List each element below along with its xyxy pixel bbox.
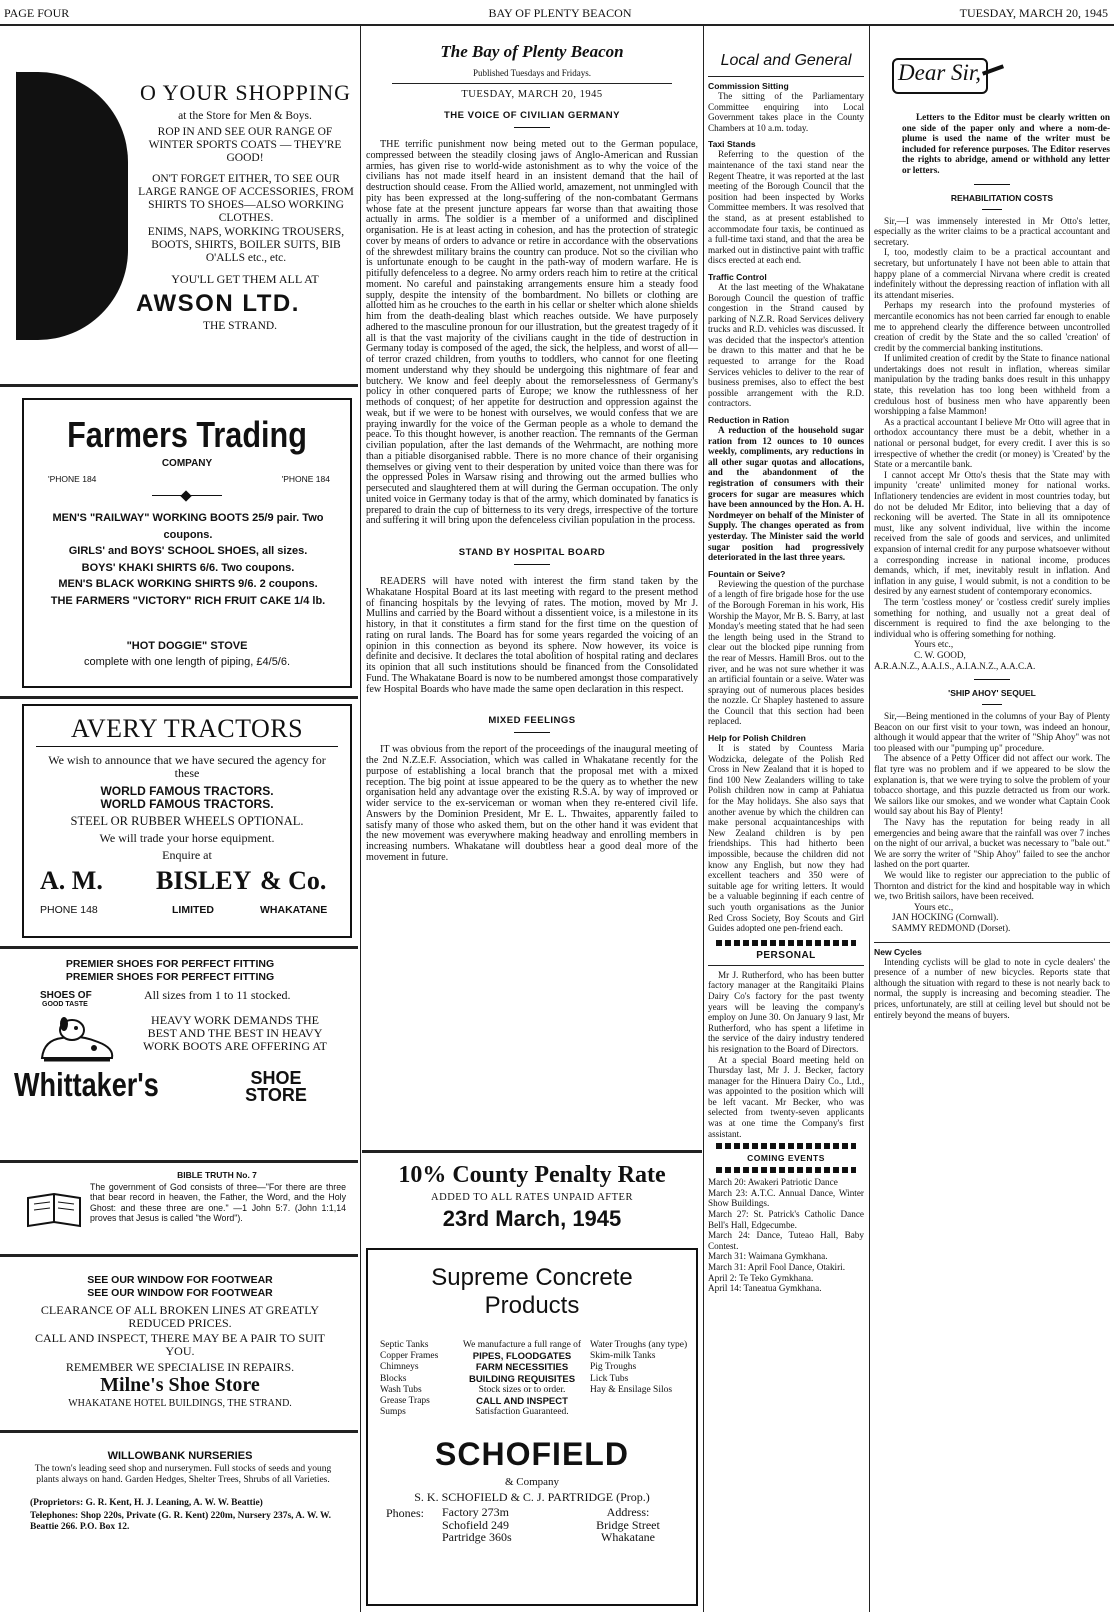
letter2-para: The Navy has the reputation for being ready in all emergencies and being aware that the rainfall was over 7 inches on the night of our arrival, a bucket was necessary to "bale out." We are sorry the writer of "Ship Ahoy" failed to see the anchor lashed on the port quarter. xyxy=(874,817,1110,870)
milne-remember: REMEMBER WE SPECIALISE IN REPAIRS. xyxy=(65,1360,295,1374)
penalty-added: ADDED TO ALL RATES UNPAID AFTER xyxy=(431,1192,633,1203)
column-rule xyxy=(869,26,870,1612)
local-item-text: At the last meeting of the Whakatane Borough Council the question of traffic congestion in the Strand caused by parking of N.Z.R. Road Services delivery trucks and R.D. vehicles was discussed. It was decided that the inspector's attention be drawn to this matter and that he be requested to arrange for the Road Services vehicles to deliver to the rear of business premises, also to effect the best possible arrangement with the R.D. contractors. xyxy=(708,281,864,409)
letter2-sign: JAN HOCKING (Cornwall). xyxy=(892,912,999,923)
letter2-title: 'SHIP AHOY' SEQUEL xyxy=(948,688,1036,699)
local-item-heading: Commission Sitting xyxy=(708,81,789,91)
milne-address: WHAKATANE HOTEL BUILDINGS, THE STRAND. xyxy=(68,1398,292,1409)
dawson-sports: ROP IN AND SEE OUR RANGE OF WINTER SPORTS COATS — THEY'RE GOOD! xyxy=(148,126,342,164)
concrete-schofield: SCHOFIELD xyxy=(435,1436,629,1472)
concrete-item: CALL AND INSPECT xyxy=(476,1396,568,1408)
concrete-address-line: Bridge Street xyxy=(596,1517,660,1532)
concrete-address-line: Whakatane xyxy=(601,1530,655,1544)
concrete-item: Water Troughs (any type) xyxy=(590,1340,688,1350)
milne-call: CALL AND INSPECT, THERE MAY BE A PAIR TO SUIT YOU. xyxy=(34,1331,326,1358)
whittaker-heavy: HEAVY WORK DEMANDS THE BEST AND THE BEST IN HEAVY WORK BOOTS ARE OFFERING AT xyxy=(142,1013,328,1053)
dawson-get-them: YOU'LL GET THEM ALL AT xyxy=(171,272,319,286)
concrete-phone: Partridge 360s xyxy=(442,1530,512,1544)
whittaker-name: Whittaker's xyxy=(14,1066,159,1103)
letter1-para: I, too, modestly claim to be a practical accountant and secretary, but unfortunately I have not been able to attain that happy plane of a commercial Nirvana where credit is created indefinitely without the depressing reaction of inflation with all its attendant miseries. xyxy=(874,247,1110,300)
farmers-item: THE FARMERS "VICTORY" RICH FRUIT CAKE 1/4 lb. xyxy=(50,594,326,607)
local-item-text: Reviewing the question of the purchase of a length of fire brigade hose for the use of the Borough Foreman in his work, His Worship the Mayor, Mr B. S. Barry, at last Monday's meeting stated that he had seen the length being used in the Strand to clear out the blocked pipe running from the rear of Messrs. Hamill Bros. out to the river, and he was not sure whether it was an artificial fountain or a seive. Water was spraying out of numerous places besides the nozzle. Cr Shapley hastened to assure the Council that this section had been replaced. xyxy=(708,578,864,727)
personal-para: At a special Board meeting held on Thursday last, Mr J. J. Becker, factory manager for the Hinuera Dairy Co., Ltd., was appointed to the position which will be left vacant. Mr Becker, who was selected from twenty-seven applicants was at one time the Company's first assistant. xyxy=(708,1054,864,1139)
cycles-text: Intending cyclists will be glad to note in cycle dealers' the presence of a number of new bicycles. Reports state that although the situation with regard to these is not nearly back to normal, the supply is increasing and becoming steadier. The prices, unfortunately, are still at ceiling level but should not be entirely beyond the means of buyers. xyxy=(874,956,1110,1020)
concrete-item: We manufacture a full range of xyxy=(462,1340,582,1350)
dear-sir-text: Dear Sir, xyxy=(898,60,982,85)
concrete-item: FARM NECESSITIES xyxy=(475,1362,569,1374)
letter2-para: Sir,—Being mentioned in the columns of your Bay of Plenty Beacon on our first visit to your town, was indeed an honour, although it would appear that the writer of "Ship Ahoy" was not too pleased with our "pumping up" procedure. xyxy=(874,711,1110,753)
farmers-ad xyxy=(22,398,352,688)
column-rule xyxy=(360,26,361,1612)
concrete-item: Pig Troughs xyxy=(590,1362,637,1373)
ad-rule xyxy=(0,696,358,699)
whittaker-premier: PREMIER SHOES FOR PERFECT FITTING xyxy=(65,958,275,970)
willowbank-ad xyxy=(20,1440,356,1600)
penalty-title: 10% County Penalty Rate xyxy=(398,1162,666,1188)
editorial-column xyxy=(366,30,698,864)
farmers-stove-desc: complete with one length of piping, £4/5/6. xyxy=(83,656,291,668)
personal-title: PERSONAL xyxy=(756,949,816,961)
avery-rule xyxy=(36,746,338,747)
willowbank-text: The town's leading seed shop and nurserymen. Full stocks of seeds and young plants always on hand. Garden Hedges, Shelter Trees, Shrubs of all Varieties. xyxy=(34,1464,332,1485)
avery-steel: STEEL OR RUBBER WHEELS OPTIONAL. xyxy=(70,814,304,828)
penalty-date: 23rd March, 1945 xyxy=(442,1206,622,1231)
concrete-title2: Products xyxy=(484,1292,580,1319)
farmers-company: COMPANY xyxy=(161,458,213,469)
concrete-item: Satisfaction Guaranteed. xyxy=(475,1407,569,1418)
concrete-item: Wash Tubs xyxy=(380,1384,422,1395)
event-item: April 2: Te Teko Gymkhana. xyxy=(708,1272,814,1283)
concrete-item: Septic Tanks xyxy=(380,1340,429,1350)
letters-column xyxy=(874,30,1110,1020)
concrete-item: Hay & Ensilage Silos xyxy=(590,1384,673,1395)
event-item: April 14: Taneatua Gymkhana. xyxy=(708,1283,822,1294)
dawson-address: THE STRAND. xyxy=(202,320,278,332)
concrete-item: PIPES, FLOODGATES xyxy=(472,1351,572,1363)
editorial-heading: STAND BY HOSPITAL BOARD xyxy=(458,547,606,558)
letter2-sign: SAMMY REDMOND (Dorset). xyxy=(892,922,1011,933)
concrete-phone: Schofield 249 xyxy=(442,1517,509,1532)
local-title: Local and General xyxy=(720,52,852,69)
bible-ad xyxy=(20,1168,350,1250)
concrete-title1: Supreme Concrete xyxy=(431,1264,633,1291)
masthead-title: The Bay of Plenty Beacon xyxy=(440,42,624,61)
willowbank-phones: Telephones: Shop 220s, Private (G. R. Kent) 220m, Nursery 237s, A. W. W. Beattie 266. P.O. Box 12. xyxy=(30,1511,332,1532)
editorial-body: READERS will have noted with interest the firm stand taken by the Whakatane Hospital Board at its last meeting with regard to the present method of financing hospitals by the levying of rates. The motion, moved by Mr J. Mullins and carried by the Board without a dissentient voice, is a milestone in its history, in that it constitutes a firm stand for the first time on the question of rating on rural lands. The Board has for some years regarded the voicing of an opinion in this connection as beyond its sphere. Now however, its voice is definite and decisive. It declares the total abolition of hospital rating and declares its opinion that all such institutions should be financed from the Consolidated Fund. The Whakatane Board is now to be numbered amongst those comparatively few Hospital Boards who have made the same open declaration in this respect. xyxy=(366,576,698,695)
page-number: PAGE FOUR xyxy=(4,6,70,20)
whittaker-shoe-store xyxy=(236,1070,316,1104)
letter1-para: The term 'costless money' or 'costless credit' surely implies something for nothing, and usually not a great deal of discernment is required to find the axe belonging to the individual who is offering something for nothing. xyxy=(874,596,1110,639)
personal-para: Mr J. Rutherford, who has been butter factory manager at the Rangitaiki Plains Dairy Co's factory for the past twenty years will be leaving the company's employ on June 30. On January 9 last, Mr Rutherford, who has spent a lifetime in the service of the dairy industry tendered his resignation to the Board of Directors. xyxy=(708,969,864,1054)
masthead-published: Published Tuesdays and Fridays. xyxy=(472,68,591,78)
whittaker-shoes-of: SHOES OF xyxy=(40,990,92,1001)
local-item-heading: Fountain or Seive? xyxy=(708,568,786,579)
avery-ad xyxy=(22,704,352,938)
local-item-text: A reduction of the household sugar ration from 12 ounces to 10 ounces weekly, compliments, ary reductions in all other sugar quotas and allocations, and the abandonment of the registration of consumers with their grocers for sugar are measures which have been announced by the Hon. A. H. Nordmeyer on behalf of the Minister of Supply. The changes operated as from yesterday. The Minister said the world sugar position had progressively deteriorated in the last three years. xyxy=(708,425,864,563)
farmers-item: MEN'S BLACK WORKING SHIRTS 9/6. 2 coupons. xyxy=(58,578,318,590)
local-item-heading: Traffic Control xyxy=(708,271,767,282)
local-item-heading: Taxi Stands xyxy=(708,139,756,150)
avery-limited: LIMITED xyxy=(172,904,214,916)
concrete-right-list xyxy=(590,1340,690,1396)
dawson-initial: D xyxy=(16,72,128,340)
milne-name: Milne's Shoe Store xyxy=(100,1374,260,1396)
farmers-items xyxy=(30,510,346,609)
local-item-text: The sitting of the Parliamentary Committee enquiring into Local Government takes place in the County Chambers at 10 a.m. today. xyxy=(708,91,864,133)
ad-rule xyxy=(0,384,358,387)
concrete-phones xyxy=(442,1506,512,1544)
avery-trade: We will trade your horse equipment. xyxy=(99,831,275,845)
avery-title: AVERY TRACTORS xyxy=(70,714,304,743)
event-item: March 24: Dance, Tuteao Hall, Baby Contest. xyxy=(708,1230,864,1251)
event-item: March 23: A.T.C. Annual Dance, Winter Show Buildings. xyxy=(708,1187,864,1209)
ad-rule xyxy=(0,1430,358,1433)
local-item-heading: Help for Polish Children xyxy=(708,733,806,744)
bible-text: The government of God consists of three—"For there are three that bear record in heaven, the Father, the Word, and the Holy Ghost: and these three are one." —1 John 5:7. (John 1:1,14 proves that Jesus is called "the Word"). xyxy=(90,1182,346,1224)
paper-name: BAY OF PLENTY BEACON xyxy=(488,6,632,20)
dog-shoe-illustration xyxy=(38,1012,118,1068)
dawson-ad xyxy=(0,30,358,380)
ad-rule xyxy=(362,1150,702,1153)
dawson-tagline: at the Store for Men & Boys. xyxy=(178,110,312,122)
concrete-phones-label: Phones: xyxy=(386,1506,425,1520)
farmers-phone-left: 'PHONE 184 xyxy=(48,474,97,484)
masthead-date: TUESDAY, MARCH 20, 1945 xyxy=(461,89,603,100)
dawson-denims: ENIMS, NAPS, WORKING TROUSERS, BOOTS, SHIRTS, BOILER SUITS, BIB O'ALLS etc., etc. xyxy=(147,226,345,264)
event-item: March 31: April Fool Dance, Otakiri. xyxy=(708,1262,846,1272)
page-date: TUESDAY, MARCH 20, 1945 xyxy=(959,6,1108,20)
penalty-ad xyxy=(366,1158,698,1238)
concrete-item: Stock sizes or to order. xyxy=(478,1384,566,1395)
letter1-sign: A.R.A.N.Z., A.A.I.S., A.I.A.N.Z., A.A.C.A. xyxy=(874,660,1036,671)
bible-book-icon xyxy=(24,1188,84,1232)
farmers-item: GIRLS' and BOYS' SCHOOL SHOES, all sizes. xyxy=(68,545,308,557)
whittaker-shoe: SHOE xyxy=(250,1068,302,1088)
avery-bisley: BISLEY xyxy=(156,866,252,895)
dawson-accessories: ON'T FORGET EITHER, TO SEE OUR LARGE RANGE OF ACCESSORIES, FROM SHIRTS TO SHOES—ALSO WORKING CLOTHES. xyxy=(138,173,354,224)
editorial-body: IT was obvious from the report of the proceedings of the inaugural meeting of the 2nd N.Z.E.F. Association, which was called in Whakatane recently for the purpose of establishing a local branch that the proposal met with a mixed reception. The big point at issue appeared to be the query as to whether the new organisation held any advantage over the existing R.S.A. by way of improved or wider service to the ex-serviceman or woman when they re-entered civil life. Answers by the Dominion President, Mr E. L. Thwaites, apparently failed to satisfy many of those who asked them, but on the other hand it was evident that the new movement was everywhere making headway and enrolling members in increasing numbers. Whakatane will doubtless hear a good deal more of the movement in future. xyxy=(366,744,698,863)
avery-phone: PHONE 148 xyxy=(40,904,98,916)
letter1-sign: C. W. GOOD, xyxy=(914,649,966,660)
dawson-name: AWSON LTD. xyxy=(136,290,300,317)
ad-rule xyxy=(0,1160,358,1163)
letter1-title: REHABILITATION COSTS xyxy=(950,192,1054,203)
avery-whakatane: WHAKATANE xyxy=(260,904,328,916)
willowbank-props: (Proprietors: G. R. Kent, H. J. Leaning, A. W. W. Beattie) xyxy=(30,1498,263,1508)
concrete-address xyxy=(578,1506,678,1544)
cycles-heading: New Cycles xyxy=(874,946,922,957)
concrete-item: Copper Frames xyxy=(380,1351,439,1362)
concrete-address-label: Address: xyxy=(606,1505,650,1519)
editorial-heading: THE VOICE OF CIVILIAN GERMANY xyxy=(443,110,620,121)
editorial-body: THE terrific punishment now being meted out to the German populace, compressed between the steadily closing jaws of Anglo-American and Russian armies, has given rise to world-wide astonishment as to why the voice of the civilians has not made itself heard in an insistent demand that the hail of destruction should cease. From the Allied world, amazement, not unmingled with pity has been expressed at the long-suffering of the non-combatant Germans whose fate at the present juncture appears far worse than that awaiting those actually in arms. The soldier is a member of a uniformed and disciplined organisation. He is at least acting in cohesion, and has the protection of strategic cover by means of orders to advance or retire in accordance with the observations of the shrewdest military brains the country can produce. Not so the civilian who is unfortunate enough to be caught in the path-way of modern warfare. He is pitifully defenceless to a degree. No army orders reach him to retire at the critical moment. No careful and painstaking arrangements ensure him a steady food supply, despite the intensity of the bombardment. No billets or clothing are allotted him as he crouches to the earth in his cellar or shelter which alone shields him from the death-dealing blast which reaches outside. We have purposely adhered to the masculine pronoun for our illustration, but the greatest tragedy of it all is that the vast majority of the civilians caught in the tide of destruction in Germany today is composed of the aged, the sick, the helpless, and worst of all—of terror crazed children, from youths to toddlers, who cannot for one fleeting moment understand why they should be undergoing this nightmare of fear and butchery. We know and feel deeply about the remorselessness of Germany's policy in other conquered parts of Europe; we know the ruthlessness of her methods of conquest; of her appetite for destruction and oppression against the weak, but if we were to be honest with ourselves, we would confess that we are praying inwardly for the voice of the German people as a whole to demand the peace. To this thought however, is another reaction. The remnants of the German civilian population, after the last demands of the Wehrmacht, are nothing more than a pitiable disorganised rabble. There is no more chance of their organising themselves or giving vent to their desperation by united voice than there was for the oppressed Poles in Warsaw rising and throwing out the armed bullies who persecuted and slaughtered them at will during the German occupation. The only united voice in Germany today is that of the army, which dominated by fanatics is prepared to drain the cup of bitterness to its very dregs, irrespective of the torture and suffering it will bring upon the defenceless civilian population in the process. xyxy=(366,139,698,527)
milne-see: SEE OUR WINDOW FOR FOOTWEAR xyxy=(87,1274,273,1286)
farmers-item: BOYS' KHAKI SHIRTS 6/6. Two coupons. xyxy=(81,561,295,574)
avery-wf1: WORLD FAMOUS TRACTORS. xyxy=(100,784,274,798)
avery-enquire: Enquire at xyxy=(162,848,212,862)
concrete-left-list xyxy=(380,1340,470,1418)
farmers-stove-title: "HOT DOGGIE" STOVE xyxy=(126,640,248,652)
local-column xyxy=(708,30,864,1294)
concrete-item: BUILDING REQUISITES xyxy=(468,1373,576,1385)
letter1-para: I cannot accept Mr Otto's thesis that the State may with impunity 'create' unlimited money for national works. Inflationery tendencies are evident in most countries today, but do not be deluded Mr Editor, into believing that a day of reckoning will be averted. The State in all its omnipotence must, like any solvent individual, live within the income received from the sale of goods and services, and unlimited expansion of internal credit for any purpose whatsoever without a corresponding increase in national income, produces demands, which, if met, inevitably result in inflation. And inflation in any guise, I would submit, is not a condition to be desired by any earnest student of contemporary economics. xyxy=(874,469,1110,597)
concrete-item: Chimneys xyxy=(380,1362,419,1373)
avery-am: A. M. xyxy=(40,866,103,895)
page-header xyxy=(0,2,1114,24)
avery-wf2: WORLD FAMOUS TRACTORS. xyxy=(100,797,274,811)
header-rule xyxy=(0,24,1114,26)
whittaker-store: STORE xyxy=(245,1085,307,1105)
column-rule xyxy=(703,26,704,1612)
concrete-item: Lick Tubs xyxy=(590,1373,629,1384)
event-item: March 27: St. Patrick's Catholic Dance Bell's Hall, Edgecumbe. xyxy=(708,1209,864,1230)
letter1-sign: Yours etc., xyxy=(914,639,954,650)
whittaker-premier: PREMIER SHOES FOR PERFECT FITTING xyxy=(65,971,275,983)
farmers-diamond xyxy=(180,490,191,501)
bible-title: BIBLE TRUTH No. 7 xyxy=(177,1170,257,1180)
ad-rule xyxy=(0,946,358,949)
events-title: COMING EVENTS xyxy=(747,1153,825,1164)
letter2-para: The absence of a Petty Officer did not affect our work. The flat tyre was no problem and if we appeared to be slow the explanation is, that we were trying to solve the problem of your tobacco shortage, and this puzzle detracted us from our work. We sailors like our smokes, and we wonder what Captain Cook would say about his Bay of Plenty! xyxy=(874,753,1110,817)
farmers-phone-right: 'PHONE 184 xyxy=(281,474,330,484)
concrete-ad xyxy=(366,1248,698,1606)
letter2-sign: Yours etc., xyxy=(914,901,954,912)
whittaker-ad xyxy=(14,958,352,1150)
concrete-item: Sumps xyxy=(380,1407,406,1418)
local-item-text: Referring to the question of the maintenance of the taxi stand near the Regent Theatre, it was reported at the last meeting of the Borough Council that the position had been inspected by Works Committee members. It was resolved that the stand, as at present established to accommodate four taxis, be continued as a full-time taxi stand, and that the area be marked out in distinctive paint with traffic discs erected at each end. xyxy=(708,149,864,266)
concrete-item: Grease Traps xyxy=(380,1396,430,1407)
dear-sir-logo xyxy=(874,30,1110,100)
events-list xyxy=(708,1177,864,1294)
milne-ad xyxy=(20,1260,352,1436)
concrete-phone: Factory 273m xyxy=(442,1505,509,1519)
event-item: March 31: Waimana Gymkhana. xyxy=(708,1251,828,1262)
concrete-item: Skim-milk Tanks xyxy=(590,1351,656,1362)
concrete-mid-list xyxy=(460,1340,584,1418)
whittaker-good-taste: GOOD TASTE xyxy=(42,1001,88,1008)
letter1-para: Perhaps my research into the profound mysteries of mercantile economics has not been carried far enough to enable me to apprehend clearly the difference between uncontrolled creation of credit by the State and the so called 'creation' of credit by the commercial banking institutions. xyxy=(874,300,1110,353)
concrete-company: & Company xyxy=(504,1476,560,1488)
local-item-heading: Reduction in Ration xyxy=(708,415,790,426)
letters-rules: Letters to the Editor must be clearly written on one side of the paper only and where a nom-de-plume is used the name of the writer must be included for reference purposes. The Editor reserves the rights to abridge, amend or withhold any letter or letters. xyxy=(902,112,1110,175)
local-item-text: It is stated by Countess Maria Wodzicka, delegate of the Polish Red Cross in New Zealand that it is hoped to find 100 New Zealanders willing to take Polish children now in camp at Pahiatua for the May holidays. She also says that another avenue by which the children can make personal acquaintanceships with New Zealand children is by pen friendships. This had hitherto been impossible, because the children did not know any English, but now they had excellent teachers and 350 were of suitable age for writing letters. It would be a valuable beginning if each centre of such youth organisations as the Junior Red Cross Society, Boy Scouts and Girl Guides adopted one pen-friend each. xyxy=(708,743,864,934)
farmers-title: Farmers Trading xyxy=(67,414,307,455)
editorial-heading: MIXED FEELINGS xyxy=(488,715,576,727)
letter1-para: If unlimited creation of credit by the State to finance national undertakings does not result in inflation, whereas similar manipulation by the trading banks does result in this unhappy state, this revelation has too long been withheld from a credulous host of business men who have apparently been worshipping a false Mammon! xyxy=(874,353,1110,417)
concrete-item: Blocks xyxy=(380,1373,407,1384)
dawson-headline: O YOUR SHOPPING xyxy=(140,80,351,105)
letter1-para: As a practical accountant I believe Mr Otto will agree that in orthodox accountancy there must be a debit, whether in a national or personal budget, for every credit. I aver this is so irrespective of whether the credit (or money) is 'Created' by the State or a mercantile bank. xyxy=(874,416,1110,470)
milne-see: SEE OUR WINDOW FOR FOOTWEAR xyxy=(87,1287,273,1299)
letter1-para: Sir,—I was immensely interested in Mr Otto's letter, especially as the writer claims to be a practical accountant and secretary. xyxy=(874,215,1110,247)
avery-co: & Co. xyxy=(260,866,327,895)
milne-clearance: CLEARANCE OF ALL BROKEN LINES AT GREATLY REDUCED PRICES. xyxy=(40,1303,320,1330)
ad-rule xyxy=(0,1254,358,1257)
whittaker-sizes: All sizes from 1 to 11 stocked. xyxy=(144,988,291,1002)
farmers-item: MEN'S "RAILWAY" WORKING BOOTS 25/9 pair. Two coupons. xyxy=(52,512,324,541)
event-item: March 20: Awakeri Patriotic Dance xyxy=(708,1177,838,1188)
avery-intro: We wish to announce that we have secured the agency for these xyxy=(48,753,326,780)
concrete-props: S. K. SCHOFIELD & C. J. PARTRIDGE (Prop.) xyxy=(414,1490,650,1504)
willowbank-title: WILLOWBANK NURSERIES xyxy=(107,1450,253,1462)
letter2-para: We would like to register our appreciation to the public of Thornton and district for the kind and hospitable way in which we, two British sailors, have been received. xyxy=(874,870,1110,902)
